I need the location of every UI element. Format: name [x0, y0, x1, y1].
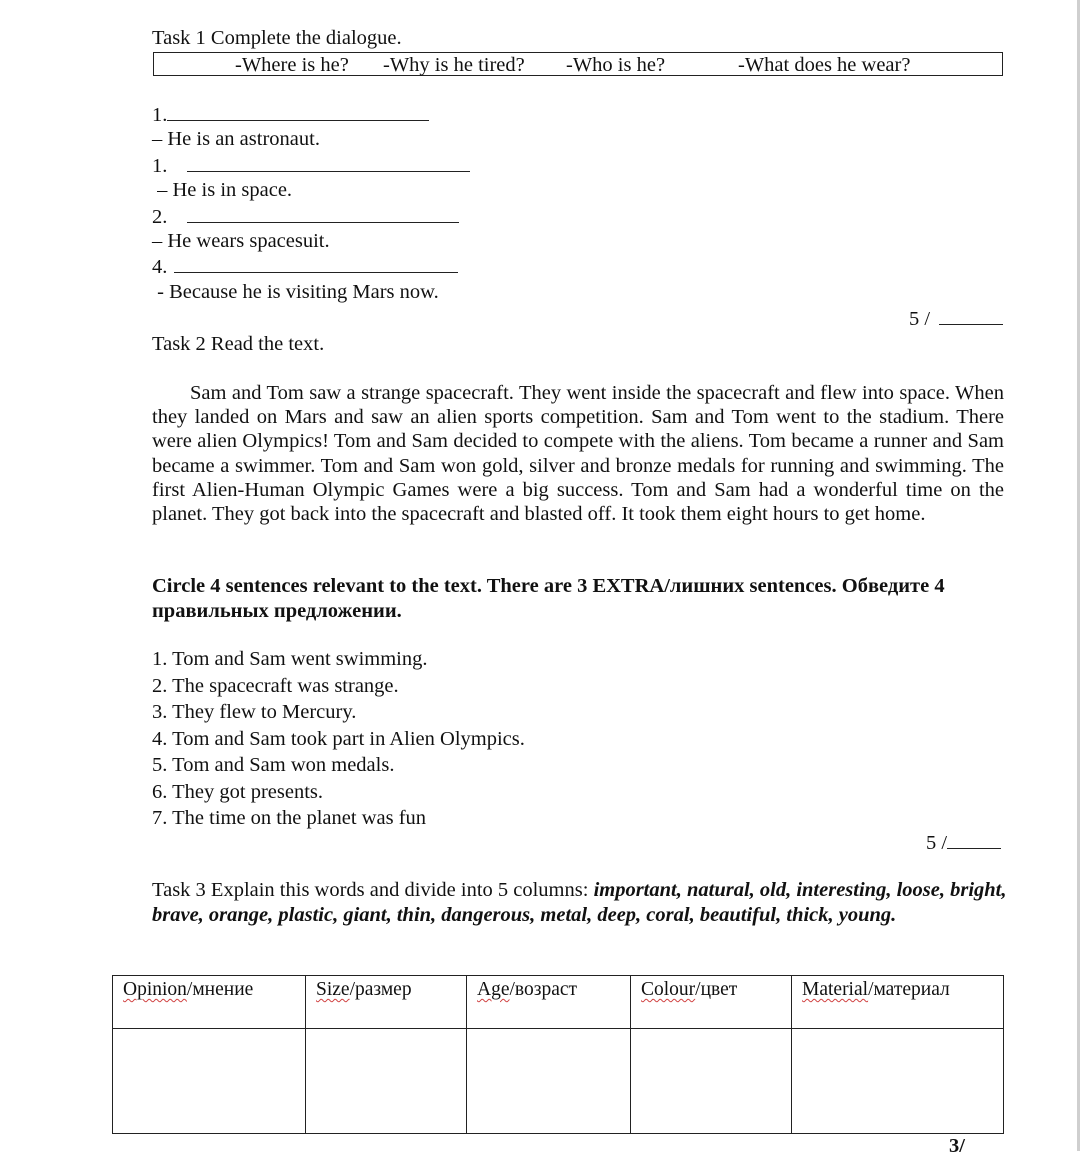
- item-number: 1.: [152, 104, 168, 126]
- option-what: -What does he wear?: [738, 54, 911, 76]
- dialogue-answer-3: – He wears spacesuit.: [152, 230, 330, 252]
- item-number: 2.: [152, 206, 168, 228]
- score-blank[interactable]: [947, 832, 1001, 849]
- material-cell[interactable]: [792, 1029, 1004, 1134]
- column-header-material: Material/материал: [792, 976, 1004, 1029]
- dialogue-question-3[interactable]: [152, 206, 459, 228]
- answer-blank[interactable]: [187, 206, 459, 223]
- option-where: -Where is he?: [235, 54, 349, 76]
- sentence-item[interactable]: 5. Tom and Sam won medals.: [152, 754, 395, 776]
- score-label: 5 /: [909, 308, 931, 330]
- answer-blank[interactable]: [174, 256, 458, 273]
- reading-passage: [152, 381, 1004, 526]
- item-number: 1.: [152, 155, 168, 177]
- dialogue-answer-2: – He is in space.: [152, 179, 293, 201]
- task2-title: Task 2 Read the text.: [152, 333, 325, 355]
- item-number: 4.: [152, 256, 168, 278]
- task1-score: [909, 308, 1003, 330]
- dialogue-answer-4: - Because he is visiting Mars now.: [152, 281, 439, 303]
- answer-blank[interactable]: [167, 104, 429, 121]
- dialogue-question-1[interactable]: [152, 104, 429, 126]
- column-header-size: Size/размер: [306, 976, 467, 1029]
- size-cell[interactable]: [306, 1029, 467, 1134]
- task3-word-list: important, natural, old, interesting, loose, bright, brave, orange, plastic, giant, thin, dangerous, metal, deep, coral, beautiful, thick, young.: [152, 879, 1007, 926]
- task1-options-box: [153, 52, 1003, 76]
- option-why: -Why is he tired?: [383, 54, 525, 76]
- task3-score: 3/: [949, 1135, 965, 1157]
- sentence-item[interactable]: 1. Tom and Sam went swimming.: [152, 648, 428, 670]
- opinion-cell[interactable]: [113, 1029, 306, 1134]
- task2-instruction: Circle 4 sentences relevant to the text. There are 3 EXTRA/лишних sentences. Обведите 4 правильных предложении.: [152, 575, 945, 622]
- score-label: 5 /: [926, 832, 948, 854]
- score-blank[interactable]: [939, 308, 1003, 325]
- sentence-item[interactable]: 3. They flew to Mercury.: [152, 701, 357, 723]
- sentence-item[interactable]: 7. The time on the planet was fun: [152, 807, 427, 829]
- dialogue-question-4[interactable]: [152, 256, 458, 278]
- task1-title: Task 1 Complete the dialogue.: [152, 27, 402, 49]
- table-header-row: [113, 976, 1004, 1029]
- task2-score: [926, 832, 1001, 854]
- column-header-opinion: Opinion/мнение: [113, 976, 306, 1029]
- column-header-age: Age/возраст: [467, 976, 631, 1029]
- task3-prefix: Task 3 Explain this words and divide into 5 columns:: [152, 879, 594, 901]
- table-row: [113, 1029, 1004, 1134]
- passage-text: Sam and Tom saw a strange spacecraft. They went inside the spacecraft and flew into space. When they landed on Mars and saw an alien sports competition. Sam and Tom went to the stadium. There were alien Olympics! Tom and Sam decided to compete with the aliens. Tom became a runner and Sam became a swimmer. Tom and Sam won gold, silver and bronze medals for running and swimming. The first Alien-Human Olympic Games were a big success. Tom and Sam had a wonderful time on the planet. They got back into the spacecraft and blasted off. It took them eight hours to get home.: [152, 382, 1004, 526]
- word-columns-table: [112, 975, 1004, 1134]
- task3-instruction: [152, 878, 1012, 927]
- answer-blank[interactable]: [187, 155, 470, 172]
- dialogue-answer-1: – He is an astronaut.: [152, 128, 320, 150]
- sentence-item[interactable]: 2. The spacecraft was strange.: [152, 675, 399, 697]
- dialogue-question-2[interactable]: [152, 155, 470, 177]
- colour-cell[interactable]: [631, 1029, 792, 1134]
- age-cell[interactable]: [467, 1029, 631, 1134]
- sentence-item[interactable]: 6. They got presents.: [152, 781, 323, 803]
- sentence-item[interactable]: 4. Tom and Sam took part in Alien Olympics.: [152, 728, 525, 750]
- column-header-colour: Colour/цвет: [631, 976, 792, 1029]
- option-who: -Who is he?: [566, 54, 666, 76]
